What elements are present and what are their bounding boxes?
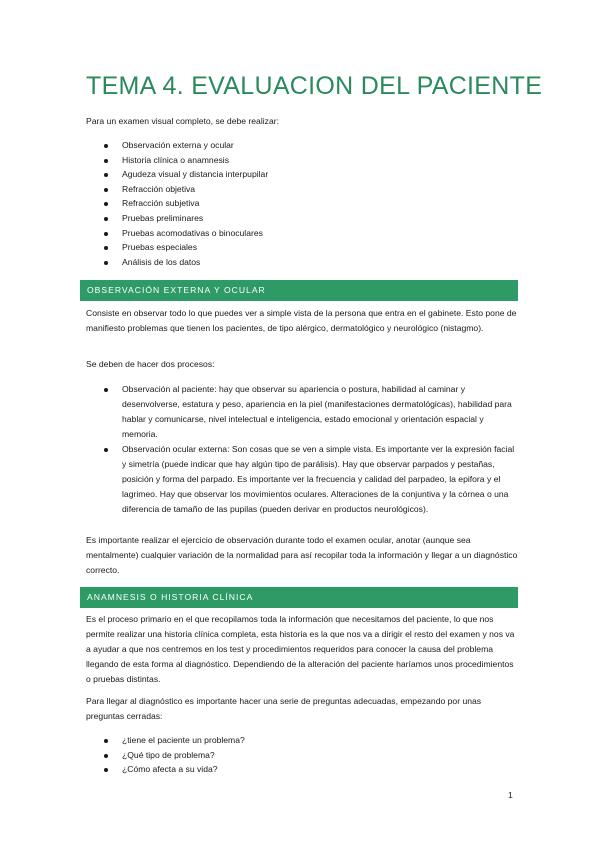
bullet-icon — [104, 202, 108, 206]
list-item: Observación externa y ocular — [86, 138, 518, 153]
anamnesis-paragraph-1: Es el proceso primario en el que recopilamos toda la información que necesitamos del paciente, lo que nos permite realizar una historia clínica completa, esta historia es la que nos va a dirigir el resto del examen y nos va a ayudar a que nos centremos en los test y procedimientos requeridos para conocer la causa del problema llegando de esta forma al diagnóstico. Dependiendo de la alteración del paciente haríamos unos procedimientos o pruebas distintas. — [86, 614, 515, 684]
bullet-icon — [104, 217, 108, 221]
observacion-paragraph-3: Es importante realizar el ejercicio de observación durante todo el examen ocular, anotar (aunque sea mentalmente) cualquier variación de la normalidad para así recopilar toda la información y llegar a un diagnóstico correcto. — [86, 535, 518, 575]
bullet-icon — [104, 754, 108, 758]
bullet-icon — [104, 232, 108, 236]
list-item: Observación al paciente: hay que observar su apariencia o postura, habilidad al caminar y desenvolverse, estatura y peso, apariencia en la piel (manifestaciones dermatológicas), habilidad para hablar y comunicarse, nivel intelectual e inteligencia, estado emocional y orientación espacial y memoria. — [86, 382, 518, 442]
page-number: 1 — [508, 790, 513, 800]
observacion-paragraph-2: Se deben de hacer dos procesos: — [86, 359, 215, 369]
list-item: Refracción objetiva — [86, 182, 518, 197]
list-item: Pruebas preliminares — [86, 211, 518, 226]
list-item: Agudeza visual y distancia interpupilar — [86, 167, 518, 182]
page-title: TEMA 4. EVALUACION DEL PACIENTE — [86, 72, 543, 100]
list-item: Pruebas acomodativas o binoculares — [86, 226, 518, 241]
list-item: ¿Cómo afecta a su vida? — [86, 762, 518, 777]
bullet-icon — [104, 768, 108, 772]
anamnesis-paragraph-2: Para llegar al diagnóstico es importante hacer una serie de preguntas adecuadas, empezando por unas preguntas cerradas: — [86, 696, 482, 721]
bullet-icon — [104, 448, 108, 452]
section-heading-observacion: OBSERVACIÓN EXTERNA Y OCULAR — [80, 280, 518, 301]
bullet-icon — [104, 188, 108, 192]
list-item: Observación ocular externa: Son cosas que se ven a simple vista. Es importante ver la expresión facial y simetría (puede indicar que hay algún tipo de parálisis). Hay que observar parpados y pestañas, posición y forma del parpado. Es importante ver la frecuencia y calidad del parpadeo, la epifora y el lagrimeo. Hay que observar los movimientos oculares. Alteraciones de la conjuntiva y la córnea o una diferencia de tamaño de las pupilas (pueden derivar en productos neurológicos). — [86, 442, 518, 517]
intro-paragraph: Para un examen visual completo, se debe realizar: — [86, 116, 279, 126]
bullet-icon — [104, 144, 108, 148]
bullet-icon — [104, 173, 108, 177]
bullet-icon — [104, 739, 108, 743]
observacion-process-list — [86, 382, 518, 517]
bullet-icon — [104, 159, 108, 163]
section-heading-anamnesis: ANAMNESIS O HISTORIA CLÍNICA — [80, 587, 518, 608]
list-item: Pruebas especiales — [86, 240, 518, 255]
bullet-icon — [104, 388, 108, 392]
steps-list — [86, 138, 518, 269]
bullet-icon — [104, 246, 108, 250]
list-item: ¿tiene el paciente un problema? — [86, 733, 518, 748]
list-item: Refracción subjetiva — [86, 196, 518, 211]
list-item: ¿Qué tipo de problema? — [86, 748, 518, 763]
list-item: Historia clínica o anamnesis — [86, 153, 518, 168]
bullet-icon — [104, 261, 108, 265]
questions-list — [86, 733, 518, 777]
list-item: Análisis de los datos — [86, 255, 518, 270]
observacion-paragraph-1: Consiste en observar todo lo que puedes ver a simple vista de la persona que entra en el gabinete. Esto pone de manifiesto problemas que tienen los pacientes, de tipo alérgico, dermatológico y neurológico (nistagmo). — [86, 308, 517, 333]
